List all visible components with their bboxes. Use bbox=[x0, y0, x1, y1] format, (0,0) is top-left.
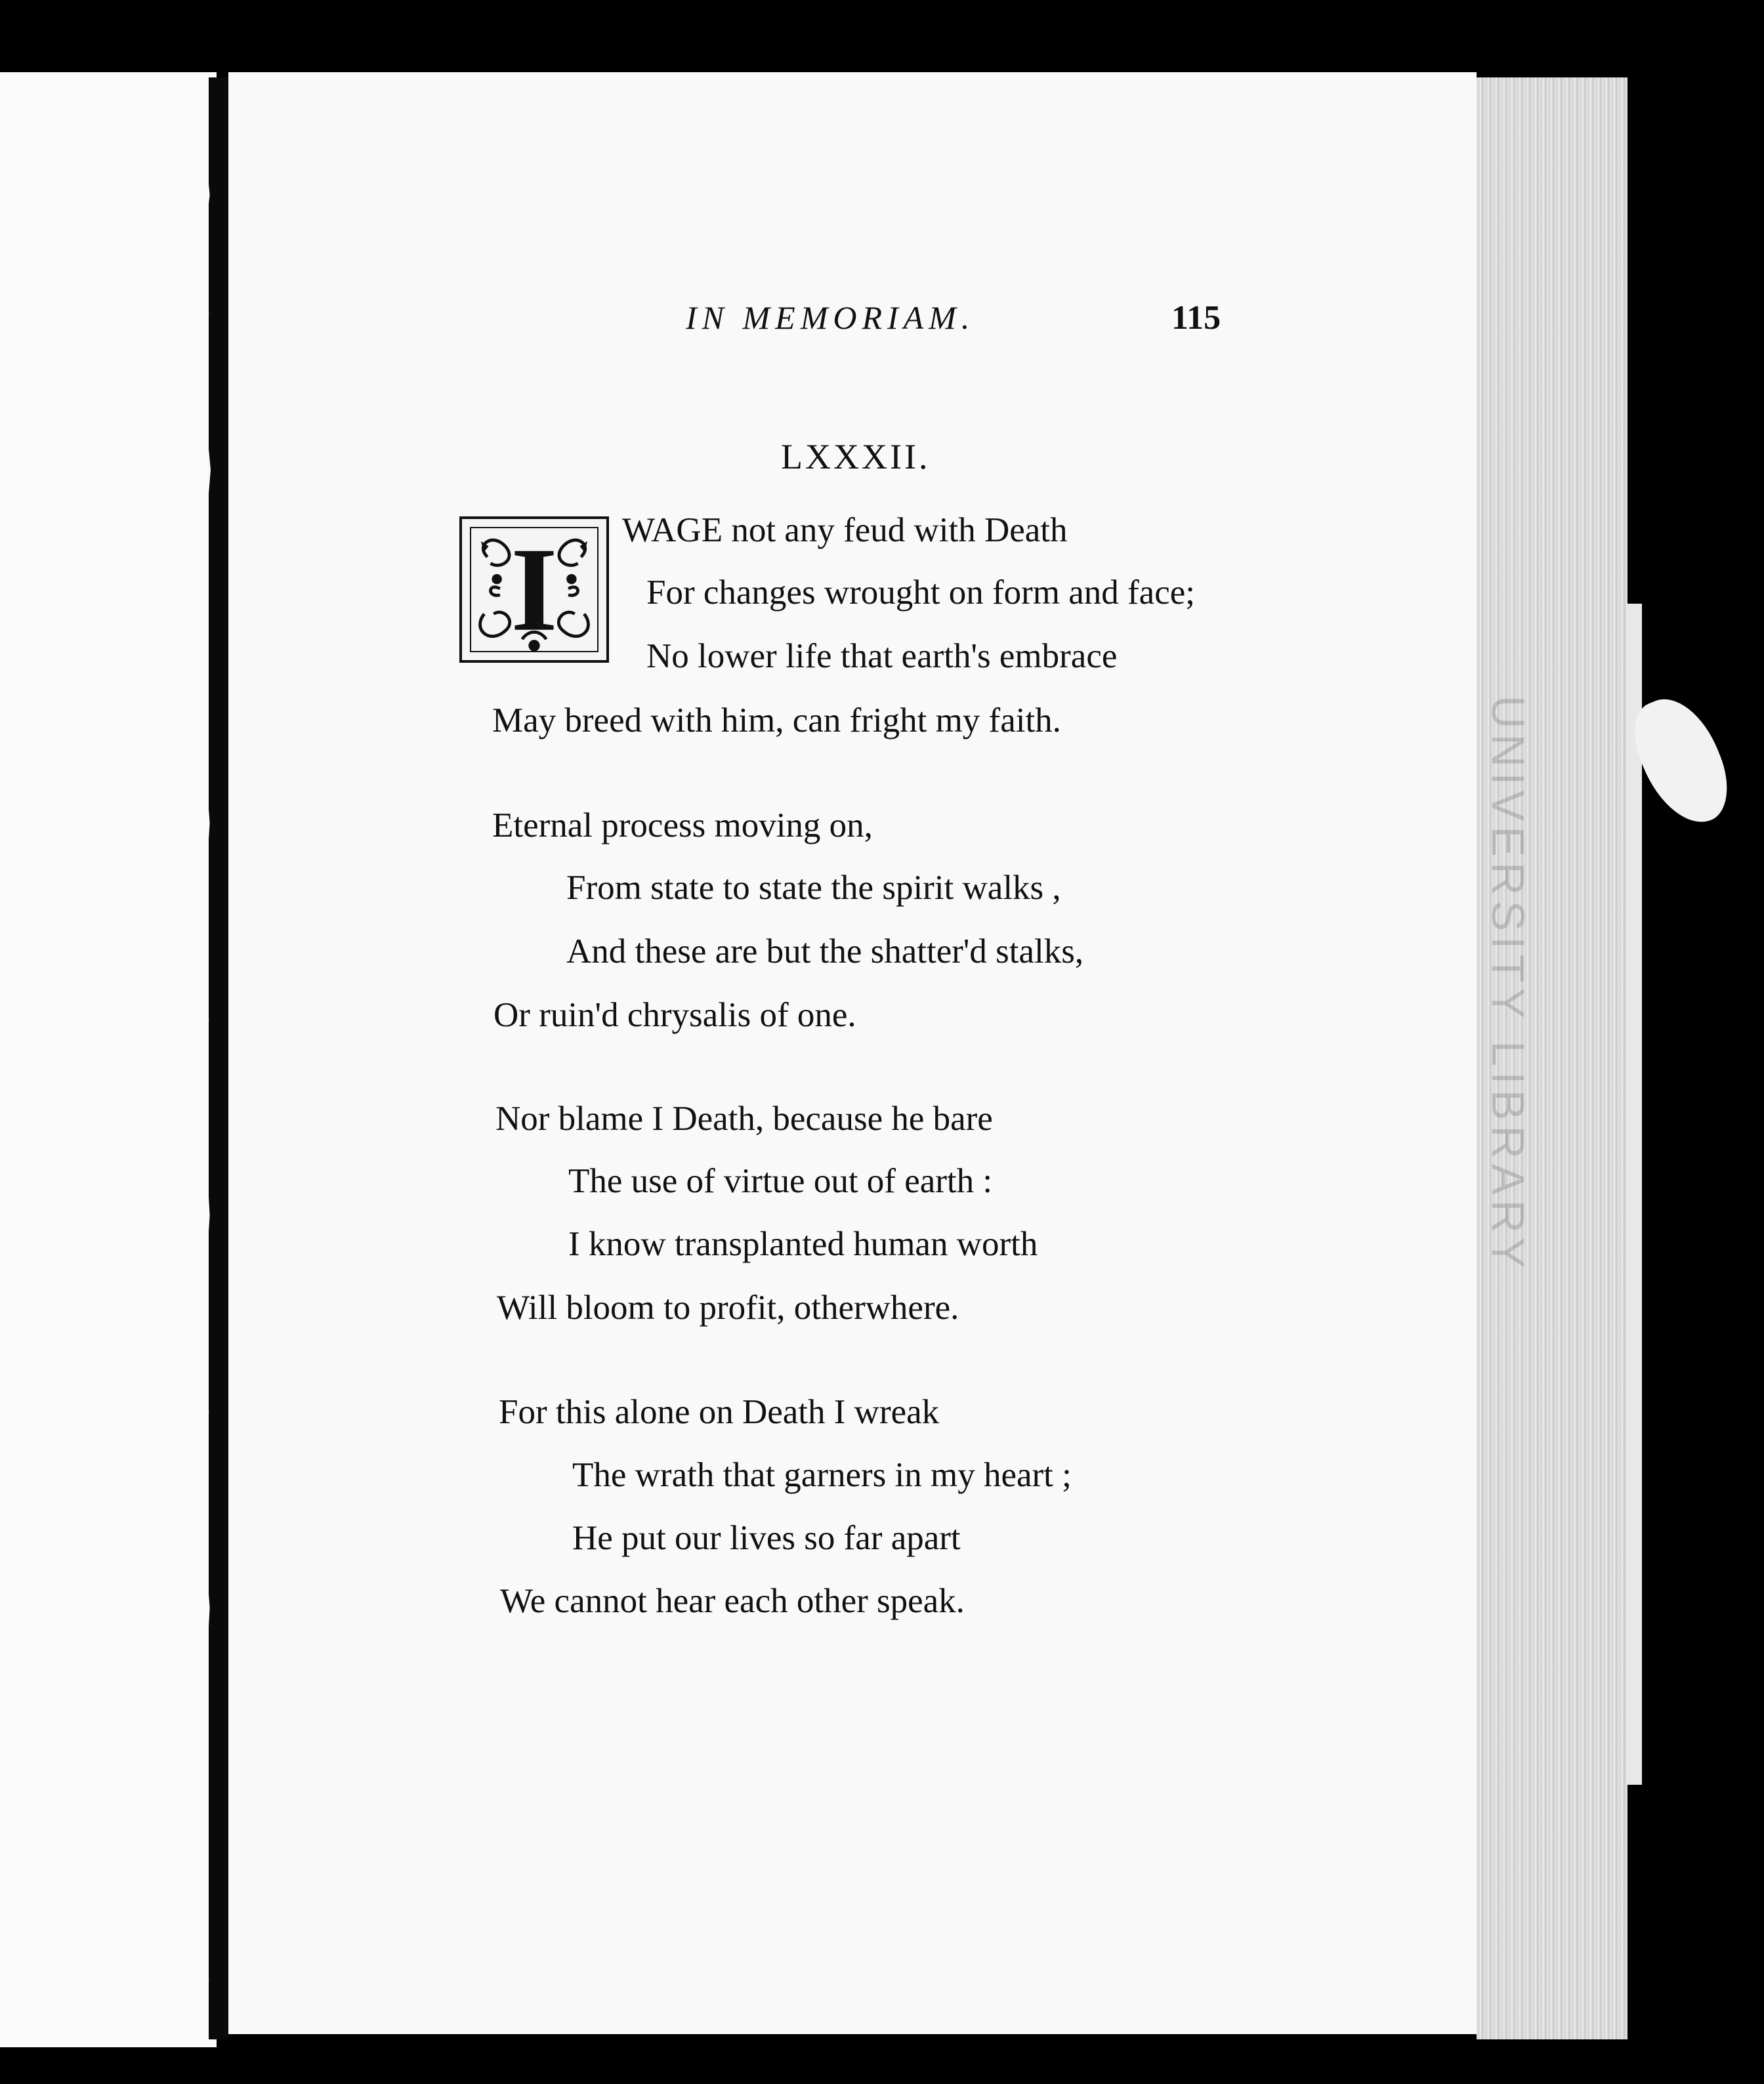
drop-cap-letter: I bbox=[511, 522, 558, 656]
poem-line: From state to state the spirit walks , bbox=[566, 869, 1061, 907]
poem-line: Eternal process moving on, bbox=[492, 806, 873, 844]
library-edge-stamp: UNIVERSITY LIBRARY bbox=[1482, 696, 1534, 1274]
running-title: IN MEMORIAM. bbox=[686, 299, 975, 336]
poem-line: Nor blame I Death, because he bare bbox=[495, 1100, 993, 1138]
book-gutter bbox=[209, 77, 228, 2039]
poem-line: For changes wrought on form and face; bbox=[646, 573, 1195, 612]
ornamental-drop-cap-icon bbox=[459, 516, 609, 663]
poem-line: WAGE not any feud with Death bbox=[622, 511, 1068, 549]
drop-cap-ornament bbox=[462, 519, 606, 660]
poem-line: Or ruin'd chrysalis of one. bbox=[494, 996, 856, 1034]
poem-line: We cannot hear each other speak. bbox=[500, 1582, 965, 1620]
poem-line: No lower life that earth's embrace bbox=[646, 637, 1118, 675]
poem-line: The wrath that garners in my heart ; bbox=[572, 1456, 1072, 1494]
page-edge-tab bbox=[1626, 604, 1642, 1785]
book-page bbox=[228, 72, 1477, 2034]
facing-page bbox=[0, 72, 217, 2047]
poem-line: For this alone on Death I wreak bbox=[499, 1393, 940, 1431]
poem-line: He put our lives so far apart bbox=[572, 1519, 961, 1557]
section-number: LXXXII. bbox=[781, 437, 931, 476]
poem-line: Will bloom to profit, otherwhere. bbox=[497, 1289, 959, 1327]
poem-line: And these are but the shatter'd stalks, bbox=[566, 932, 1084, 970]
poem-line: I know transplanted human worth bbox=[568, 1225, 1038, 1263]
poem-line: May breed with him, can fright my faith. bbox=[492, 701, 1061, 740]
poem-line: The use of virtue out of earth : bbox=[568, 1162, 993, 1200]
page-number: 115 bbox=[1171, 299, 1221, 337]
